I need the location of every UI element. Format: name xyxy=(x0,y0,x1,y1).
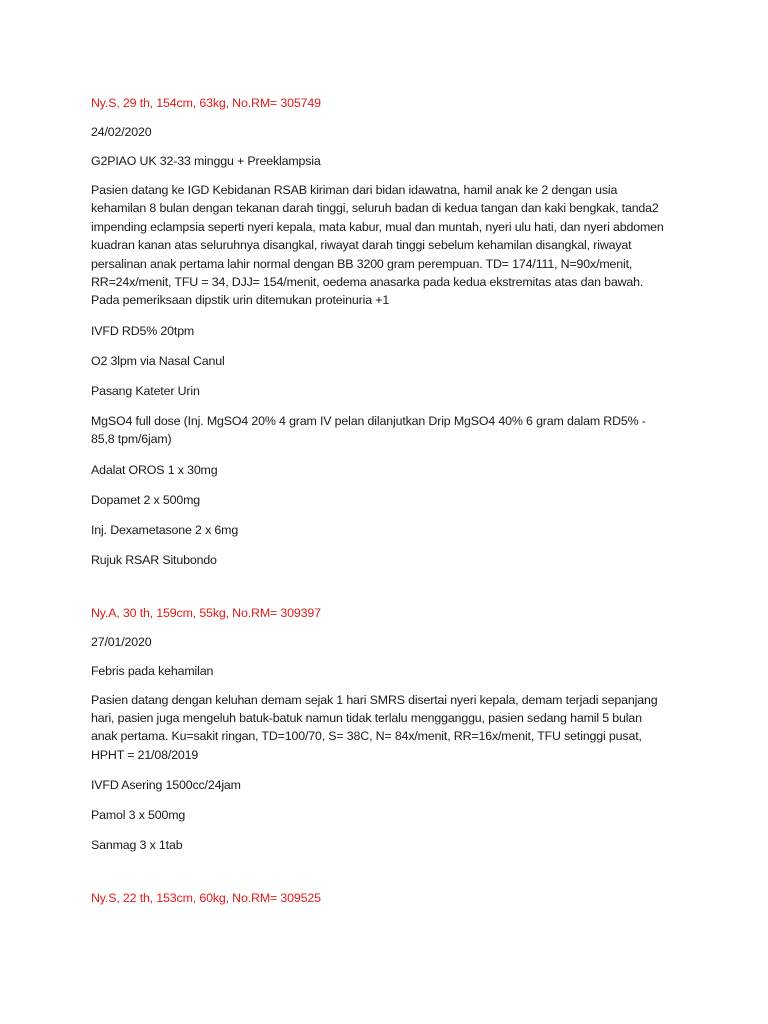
diagnosis: G2PIAO UK 32-33 minggu + Preeklampsia xyxy=(91,154,321,168)
therapy-item: O2 3lpm via Nasal Canul xyxy=(91,353,225,368)
history-paragraph: Pasien datang dengan keluhan demam sejak 1 hari SMRS disertai nyeri kepala, demam terjadi sepanjang hari, pasien juga mengeluh batuk-batuk namun tidak terlalu mengganggu, pasien sedang hamil 5 bulan anak pertama. Ku=sakit ringan, TD=100/70, S= 38C, N= 84x/menit, RR=16x/menit, TFU setinggi pusat, HPHT = 21/08/2019 xyxy=(91,692,658,762)
patient-record-3 xyxy=(91,889,668,907)
record-date: 24/02/2020 xyxy=(91,125,152,139)
patient-header: Ny.A, 30 th, 159cm, 55kg, No.RM= 309397 xyxy=(91,605,321,620)
history-paragraph: Pasien datang ke IGD Kebidanan RSAB kiriman dari bidan idawatna, hamil anak ke 2 dengan usia kehamilan 8 bulan dengan tekanan darah tinggi, seluruh badan di kedua tangan dan kaki bengkak, tanda2 impending eclampsia seperti nyeri kepala, mata kabur, mual dan muntah, nyeri ulu hati, dan nyeri abdomen kuadran kanan atas seluruhnya disangkal, riwayat darah tinggi sebelum kehamilan disangkal, riwayat persalinan anak pertama lahir normal dengan BB 3200 gram perempuan. TD= 174/111, N=90x/menit, RR=24x/menit, TFU = 34, DJJ= 154/menit, oedema anasarka pada kedua ekstremitas atas dan bawah. Pada pemeriksaan dipstik urin ditemukan proteinuria +1 xyxy=(91,183,664,308)
therapy-item: MgSO4 full dose (Inj. MgSO4 20% 4 gram IV pelan dilanjutkan Drip MgSO4 40% 6 gram dalam RD5% - 85,8 tpm/6jam) xyxy=(91,413,646,447)
therapy-item: Dopamet 2 x 500mg xyxy=(91,492,201,507)
therapy-item: Inj. Dexametasone 2 x 6mg xyxy=(91,522,239,537)
patient-record-2 xyxy=(91,604,668,855)
record-date: 27/01/2020 xyxy=(91,634,152,649)
therapy-item: IVFD Asering 1500cc/24jam xyxy=(91,778,241,793)
therapy-item: Sanmag 3 x 1tab xyxy=(91,838,183,853)
therapy-item: Adalat OROS 1 x 30mg xyxy=(91,462,218,477)
therapy-item: IVFD RD5% 20tpm xyxy=(91,323,195,338)
patient-header: Ny.S, 22 th, 153cm, 60kg, No.RM= 309525 xyxy=(91,891,321,906)
diagnosis: Febris pada kehamilan xyxy=(91,663,214,678)
therapy-item: Pasang Kateter Urin xyxy=(91,383,200,398)
patient-header: Ny.S, 29 th, 154cm, 63kg, No.RM= 305749 xyxy=(91,96,321,110)
therapy-item: Rujuk RSAR Situbondo xyxy=(91,552,217,567)
therapy-item: Pamol 3 x 500mg xyxy=(91,808,186,823)
patient-record-1 xyxy=(91,94,668,569)
